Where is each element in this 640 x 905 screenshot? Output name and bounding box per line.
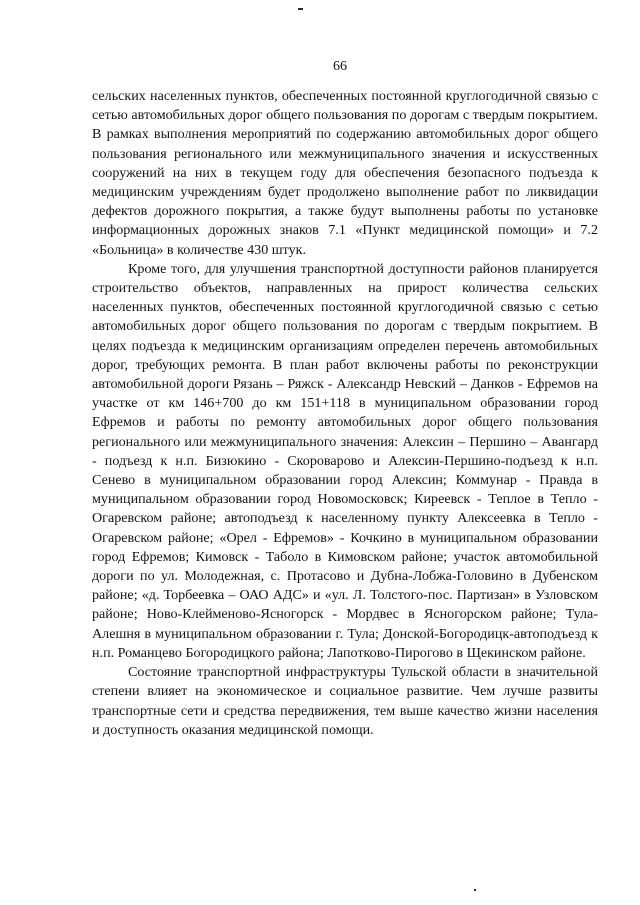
paragraph-continuation: сельских населенных пунктов, обеспеченных постоянной круглогодичной связью с сетью автомобильных дорог общего пользования по дорогам с твердым покрытием. В рамках выполнения мероприятий по содержанию автомобильных дорог общего пользования регионального или межмуниципального значения и искусственных сооружений на них в текущем году для обеспечения безопасного подъезда к медицинским учреждениям будет продолжено выполнение работ по ликвидации дефектов дорожного покрытия, а также будут выполнены работы по установке информационных дорожных знаков 7.1 «Пункт медицинской помощи» и 7.2 «Больница» в количестве 430 штук. (92, 88, 598, 258)
page-number: 66 (333, 59, 347, 74)
body-text (92, 87, 598, 740)
scan-mark-top (298, 8, 303, 10)
paragraph-road-projects: Кроме того, для улучшения транспортной доступности районов планируется строительство объектов, направленных на прирост количества сельских населенных пунктов, обеспеченных постоянной круглогодичной связью с сетью автомобильных дорог общего пользования по дорогам с твердым покрытием. В целях подъезда к медицинским организациям определен перечень автомобильных дорог, требующих ремонта. В план работ включены работы по реконструкции автомобильной дороги Рязань – Ряжск - Александр Невский – Данков - Ефремов на участке от км 146+700 до км 151+118 в муниципальном образовании город Ефремов и работы по ремонту автомобильных дорог общего пользования регионального или межмуниципального значения: Алексин – Першино – Авангард - подъезд к н.п. Бизюкино - Скороварово и Алексин-Першино-подъезд к н.п. Сенево в муниципальном образовании город Алексин; Коммунар - Правда в муниципальном образовании город Новомосковск; Киреевск - Теплое в Тепло - Огаревском районе; автоподъезд к населенному пункту Алексеевка в Тепло - Огаревском районе; «Орел - Ефремов» - Кочкино в муниципальном образовании город Ефремов; Кимовск - Таболо в Кимовском районе; участок автомобильной дороги по ул. Молодежная, с. Протасово и Дубна-Лобжа-Головино в Дубенском районе; «д. Торбеевка – ОАО АДС» и «ул. Л. Толстого-пос. Партизан» в Узловском районе; Ново-Клейменово-Ясногорск - Мордвес в Ясногорском районе; Тула-Алешня в муниципальном образовании г. Тула; Донской-Богородицк-автоподъезд к н.п. Романцево Богородицкого района; Лапотково-Пирогово в Щекинском районе. (92, 260, 598, 661)
scan-mark-bottom (474, 889, 476, 891)
paragraph-infrastructure-state: Состояние транспортной инфраструктуры Тульской области в значительной степени влияет на экономическое и социальное развитие. Чем лучше развиты транспортные сети и средства передвижения, тем выше качество жизни населения и доступность оказания медицинской помощи. (92, 664, 598, 738)
